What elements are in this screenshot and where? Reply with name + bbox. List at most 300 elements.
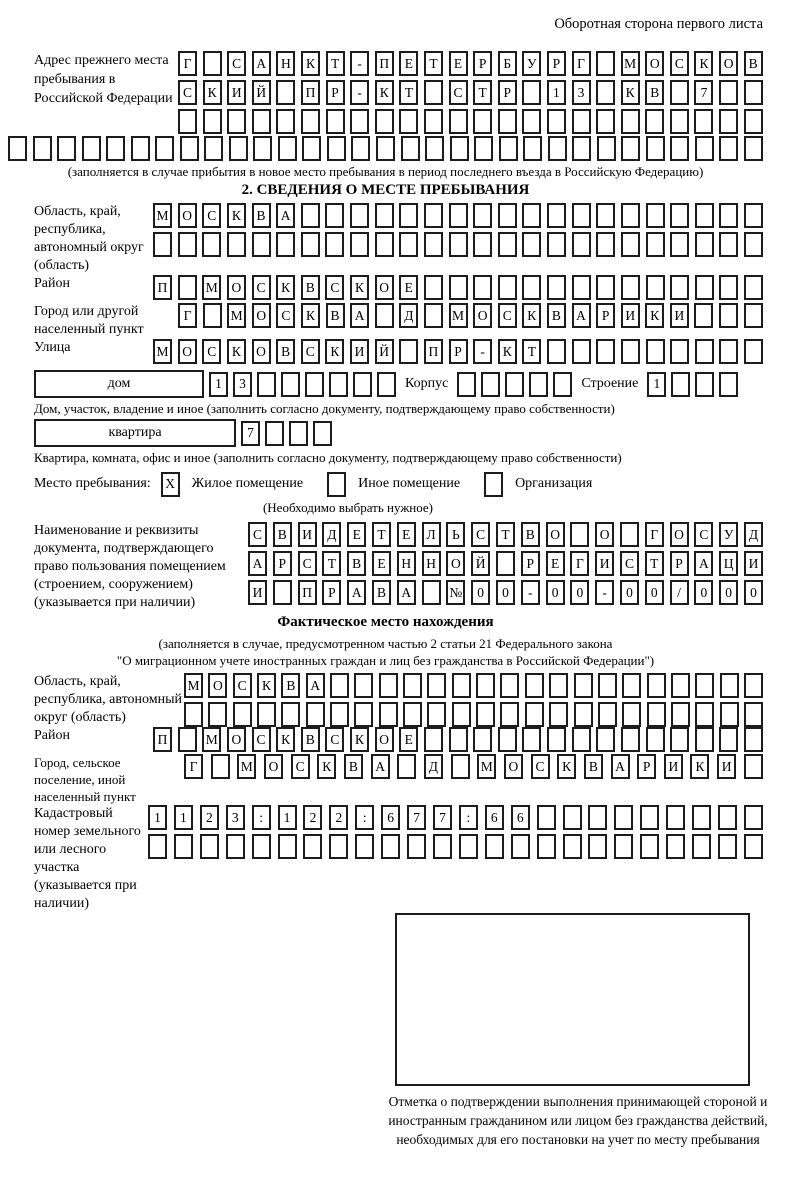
char-cell <box>302 136 321 161</box>
char-cell: В <box>276 339 295 364</box>
char-cell: В <box>344 754 363 779</box>
stay-type-row <box>34 471 763 497</box>
char-cell <box>621 727 640 752</box>
char-cell <box>646 275 665 300</box>
house-label-box: дом <box>34 370 204 398</box>
char-cell: В <box>521 522 540 547</box>
char-cell <box>498 232 517 257</box>
char-cell <box>473 727 492 752</box>
char-cell <box>350 203 369 228</box>
char-cell <box>155 136 174 161</box>
char-cell <box>666 805 685 830</box>
char-cell: И <box>248 580 267 605</box>
document-label: Наименование и реквизиты документа, подтверждающего право пользования помещением (строением, сооружением) (указывается при наличии) <box>34 523 226 610</box>
char-cell <box>8 136 27 161</box>
char-cell <box>574 702 593 727</box>
char-cell: В <box>301 727 320 752</box>
char-cell <box>178 275 197 300</box>
char-cell <box>403 702 422 727</box>
char-cell <box>646 727 665 752</box>
char-cell: У <box>719 522 738 547</box>
char-cell: М <box>153 203 172 228</box>
char-cell <box>473 109 492 134</box>
char-cell <box>457 372 476 397</box>
char-cell: 2 <box>200 805 219 830</box>
char-cell: С <box>202 203 221 228</box>
char-cell <box>621 136 640 161</box>
stay-option-label-organization: Организация <box>515 476 593 491</box>
char-cell <box>645 109 664 134</box>
stay-type-label: Место пребывания: <box>34 476 151 491</box>
char-cell <box>621 203 640 228</box>
char-cell: 6 <box>485 805 504 830</box>
char-cell: В <box>273 522 292 547</box>
char-cell <box>744 203 763 228</box>
char-cell <box>596 275 615 300</box>
char-cell <box>424 109 443 134</box>
char-cell: Р <box>473 51 492 76</box>
previous-address-overflow-row <box>8 136 763 161</box>
char-cell <box>572 339 591 364</box>
char-cell <box>303 834 322 859</box>
char-cell: С <box>498 303 517 328</box>
char-cell: 1 <box>547 80 566 105</box>
char-cell <box>744 303 763 328</box>
char-cell: С <box>449 80 468 105</box>
char-cell <box>148 834 167 859</box>
char-cell: С <box>694 522 713 547</box>
char-cell: 0 <box>570 580 589 605</box>
char-cell: 7 <box>694 80 713 105</box>
char-cell: М <box>202 275 221 300</box>
char-cell: № <box>446 580 465 605</box>
char-cell <box>399 339 418 364</box>
char-cell: Р <box>670 551 689 576</box>
char-cell <box>375 303 394 328</box>
char-cell <box>522 109 541 134</box>
previous-address-note: (заполняется в случае прибытия в новое место пребывания в период последнего въезда в Российскую Федерацию) <box>67 164 704 179</box>
actual-city-label: Город, сельское поселение, иной населенный пункт <box>34 755 136 804</box>
char-cell: : <box>459 805 478 830</box>
cadastral-label: Кадастровый номер земельного или лесного участка (указывается при наличии) <box>34 806 141 911</box>
char-cell <box>588 805 607 830</box>
char-cell <box>670 727 689 752</box>
char-cell <box>666 834 685 859</box>
char-cell: К <box>350 727 369 752</box>
char-cell <box>301 203 320 228</box>
char-cell <box>281 372 300 397</box>
house-row <box>34 370 763 398</box>
char-cell <box>252 232 271 257</box>
char-cell: И <box>670 303 689 328</box>
char-cell <box>547 339 566 364</box>
char-cell <box>547 109 566 134</box>
apartment-note: Квартира, комната, офис и иное (заполнить согласно документу, подтверждающему право собственности) <box>34 450 622 465</box>
char-cell <box>496 551 515 576</box>
char-cell: Е <box>399 275 418 300</box>
char-cell <box>695 673 714 698</box>
street-field <box>8 339 763 364</box>
char-cell: И <box>350 339 369 364</box>
char-cell: Т <box>399 80 418 105</box>
char-cell <box>572 232 591 257</box>
char-cell <box>211 754 230 779</box>
char-cell <box>719 232 738 257</box>
char-cell <box>424 203 443 228</box>
city-label: Город или другой населенный пункт <box>34 304 144 337</box>
char-cell: 3 <box>226 805 245 830</box>
char-cell: С <box>227 51 246 76</box>
char-cell: О <box>504 754 523 779</box>
previous-address-field <box>8 51 763 134</box>
stay-option-label-other: Иное помещение <box>358 476 461 491</box>
section3-note-line2: "О миграционном учете иностранных граждан и лиц без гражданства в Российской Федерации") <box>116 653 655 668</box>
char-cell <box>424 80 443 105</box>
char-cell: К <box>301 51 320 76</box>
apartment-label-box: квартира <box>34 419 236 447</box>
char-cell <box>720 673 739 698</box>
char-cell: 1 <box>174 805 193 830</box>
char-cell <box>572 275 591 300</box>
char-cell: К <box>227 339 246 364</box>
house-note: Дом, участок, владение и иное (заполнить согласно документу, подтверждающему право собственности) <box>34 401 615 416</box>
char-cell <box>325 203 344 228</box>
char-cell: С <box>670 51 689 76</box>
char-cell <box>257 702 276 727</box>
char-cell <box>33 136 52 161</box>
char-cell <box>399 203 418 228</box>
char-cell: И <box>664 754 683 779</box>
stay-option-checkbox-other <box>327 472 346 497</box>
char-cell <box>278 834 297 859</box>
char-cell: О <box>546 522 565 547</box>
char-cell <box>744 673 763 698</box>
char-cell: Ь <box>446 522 465 547</box>
char-cell <box>647 702 666 727</box>
char-cell <box>204 136 223 161</box>
char-cell: - <box>521 580 540 605</box>
char-cell <box>719 80 738 105</box>
char-cell <box>449 232 468 257</box>
char-cell <box>522 232 541 257</box>
char-cell <box>572 203 591 228</box>
section3-title: Фактическое место нахождения <box>277 614 494 630</box>
char-cell <box>427 673 446 698</box>
char-cell <box>354 702 373 727</box>
char-cell <box>498 109 517 134</box>
page-corner-note: Оборотная сторона первого листа <box>554 16 763 32</box>
char-cell <box>229 136 248 161</box>
char-cell: К <box>301 303 320 328</box>
district-label: Район <box>34 276 70 291</box>
char-cell: Е <box>399 727 418 752</box>
char-cell <box>744 232 763 257</box>
char-cell <box>153 232 172 257</box>
char-cell: Т <box>473 80 492 105</box>
char-cell <box>476 673 495 698</box>
char-cell: А <box>694 551 713 576</box>
char-cell: С <box>471 522 490 547</box>
char-cell <box>621 339 640 364</box>
char-cell <box>325 232 344 257</box>
char-cell: И <box>227 80 246 105</box>
char-cell <box>744 754 763 779</box>
char-cell <box>449 109 468 134</box>
char-row <box>153 275 763 300</box>
char-cell: О <box>375 727 394 752</box>
char-cell <box>301 109 320 134</box>
char-cell: Н <box>422 551 441 576</box>
char-cell <box>522 275 541 300</box>
char-cell <box>403 673 422 698</box>
char-cell <box>278 136 297 161</box>
char-cell: К <box>257 673 276 698</box>
char-cell <box>375 232 394 257</box>
char-cell <box>450 136 469 161</box>
char-cell <box>330 673 349 698</box>
section2-title: 2. СВЕДЕНИЯ О МЕСТЕ ПРЕБЫВАНИЯ <box>241 182 530 198</box>
char-cell <box>178 727 197 752</box>
char-cell <box>305 372 324 397</box>
char-cell <box>563 834 582 859</box>
char-cell: Т <box>645 551 664 576</box>
char-cell: К <box>276 727 295 752</box>
char-row <box>178 109 763 134</box>
char-cell: 3 <box>572 80 591 105</box>
char-cell <box>474 136 493 161</box>
district-field <box>8 275 763 300</box>
char-cell: 7 <box>241 421 260 446</box>
char-cell: Т <box>372 522 391 547</box>
char-cell: В <box>744 51 763 76</box>
char-cell <box>523 136 542 161</box>
char-cell <box>106 136 125 161</box>
char-cell: К <box>690 754 709 779</box>
char-cell <box>381 834 400 859</box>
char-cell: К <box>325 339 344 364</box>
char-cell: Г <box>178 303 197 328</box>
char-cell: С <box>276 303 295 328</box>
char-cell: С <box>620 551 639 576</box>
char-cell <box>498 727 517 752</box>
char-cell <box>574 673 593 698</box>
street-label: Улица <box>34 340 71 355</box>
actual-city-field <box>8 754 763 805</box>
char-cell <box>353 372 372 397</box>
char-cell <box>744 339 763 364</box>
char-cell: - <box>473 339 492 364</box>
char-cell: Е <box>399 51 418 76</box>
char-cell <box>276 80 295 105</box>
char-cell: А <box>572 303 591 328</box>
char-cell <box>719 339 738 364</box>
char-cell <box>598 673 617 698</box>
char-cell: Р <box>498 80 517 105</box>
char-cell <box>424 275 443 300</box>
char-cell <box>670 136 689 161</box>
char-cell <box>376 136 395 161</box>
char-cell <box>719 203 738 228</box>
char-cell <box>511 834 530 859</box>
char-cell <box>407 834 426 859</box>
char-cell <box>174 834 193 859</box>
char-cell <box>719 136 738 161</box>
char-cell: С <box>202 339 221 364</box>
char-cell <box>622 673 641 698</box>
char-cell <box>692 834 711 859</box>
char-cell: В <box>584 754 603 779</box>
char-cell <box>473 203 492 228</box>
char-row <box>148 805 763 830</box>
stay-option-checkbox-organization <box>484 472 503 497</box>
char-cell: М <box>184 673 203 698</box>
apartment-cells <box>241 421 332 446</box>
char-cell <box>57 136 76 161</box>
char-cell: К <box>694 51 713 76</box>
char-cell: С <box>301 339 320 364</box>
char-row <box>178 51 763 76</box>
char-cell <box>498 203 517 228</box>
char-cell <box>695 275 714 300</box>
char-cell <box>397 754 416 779</box>
char-cell <box>500 673 519 698</box>
char-cell <box>485 834 504 859</box>
char-cell <box>459 834 478 859</box>
char-cell <box>379 673 398 698</box>
char-cell <box>695 232 714 257</box>
char-cell: 0 <box>645 580 664 605</box>
char-cell: О <box>252 339 271 364</box>
char-cell: 1 <box>209 372 228 397</box>
char-cell: К <box>522 303 541 328</box>
char-cell: К <box>498 339 517 364</box>
char-cell <box>203 109 222 134</box>
char-cell <box>744 727 763 752</box>
char-cell <box>451 754 470 779</box>
char-cell: Н <box>397 551 416 576</box>
char-row <box>248 551 763 576</box>
char-cell: Т <box>322 551 341 576</box>
char-cell: Й <box>252 80 271 105</box>
region-label: Область, край, республика, автономный округ (область) <box>34 204 144 273</box>
char-cell: Р <box>449 339 468 364</box>
char-cell <box>422 580 441 605</box>
char-cell: Т <box>326 51 345 76</box>
char-cell <box>200 834 219 859</box>
char-cell: А <box>276 203 295 228</box>
char-cell: С <box>233 673 252 698</box>
char-cell: Г <box>645 522 664 547</box>
char-cell <box>473 275 492 300</box>
section3-note-line1: (заполняется в случае, предусмотренном частью 2 статьи 21 Федерального закона <box>158 636 613 651</box>
char-cell: - <box>350 80 369 105</box>
char-cell <box>329 372 348 397</box>
apartment-row <box>34 419 763 447</box>
char-cell: П <box>153 275 172 300</box>
char-cell <box>640 805 659 830</box>
korpus-cells <box>457 372 572 397</box>
char-cell <box>596 727 615 752</box>
char-cell: 0 <box>719 580 738 605</box>
char-cell: О <box>208 673 227 698</box>
char-cell <box>226 834 245 859</box>
char-cell <box>640 834 659 859</box>
char-cell <box>375 203 394 228</box>
char-cell <box>350 232 369 257</box>
char-cell <box>208 702 227 727</box>
char-cell: М <box>621 51 640 76</box>
char-cell: О <box>227 727 246 752</box>
char-cell: Б <box>498 51 517 76</box>
char-cell: Д <box>744 522 763 547</box>
char-cell: 3 <box>233 372 252 397</box>
char-cell: К <box>621 80 640 105</box>
char-cell <box>330 702 349 727</box>
char-cell: С <box>252 275 271 300</box>
char-cell: К <box>645 303 664 328</box>
char-cell: 6 <box>511 805 530 830</box>
char-cell: М <box>449 303 468 328</box>
char-cell: А <box>350 303 369 328</box>
char-cell <box>227 109 246 134</box>
char-cell: 1 <box>148 805 167 830</box>
char-cell: И <box>744 551 763 576</box>
actual-region-field <box>8 673 763 727</box>
char-cell: Р <box>596 303 615 328</box>
char-cell: 0 <box>471 580 490 605</box>
char-cell <box>744 805 763 830</box>
char-cell: О <box>178 339 197 364</box>
char-cell <box>719 372 738 397</box>
char-cell: Е <box>449 51 468 76</box>
char-cell <box>596 51 615 76</box>
char-cell <box>596 109 615 134</box>
char-cell: С <box>291 754 310 779</box>
char-cell <box>184 702 203 727</box>
char-cell <box>694 303 713 328</box>
char-cell: М <box>153 339 172 364</box>
char-cell: К <box>276 275 295 300</box>
char-cell: 7 <box>407 805 426 830</box>
char-cell: П <box>301 80 320 105</box>
char-cell: Д <box>424 754 443 779</box>
char-cell <box>647 673 666 698</box>
char-cell <box>525 673 544 698</box>
char-cell: И <box>717 754 736 779</box>
char-cell <box>670 203 689 228</box>
stroenie-cells <box>647 372 738 397</box>
char-cell: 2 <box>329 805 348 830</box>
char-cell: С <box>248 522 267 547</box>
stay-option-label-residential: Жилое помещение <box>191 476 304 491</box>
char-row <box>153 339 763 364</box>
char-cell <box>424 303 443 328</box>
confirmation-stamp-caption: Отметка о подтверждении выполнения принимающей стороной и иностранным гражданином или лицом без гражданства действий, необходимых для его постановки на учет по месту пребывания <box>388 1094 768 1147</box>
char-cell <box>572 727 591 752</box>
char-cell <box>646 339 665 364</box>
char-cell: О <box>645 51 664 76</box>
char-row <box>178 80 763 105</box>
char-cell: В <box>252 203 271 228</box>
char-cell <box>301 232 320 257</box>
char-cell: Т <box>522 339 541 364</box>
char-cell <box>695 136 714 161</box>
char-cell <box>425 136 444 161</box>
char-cell: В <box>281 673 300 698</box>
korpus-label: Корпус <box>405 376 449 391</box>
char-cell <box>327 136 346 161</box>
char-cell <box>720 702 739 727</box>
